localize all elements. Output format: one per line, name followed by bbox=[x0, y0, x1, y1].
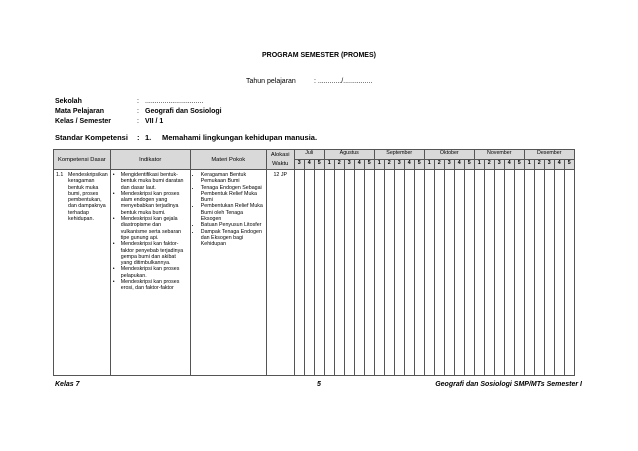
schedule-cell bbox=[314, 170, 324, 376]
info-label: Sekolah bbox=[55, 98, 82, 105]
week-cell: 2 bbox=[434, 160, 444, 170]
header-materi-pokok: Materi Pokok bbox=[190, 150, 266, 170]
footer-left: Kelas 7 bbox=[55, 381, 80, 388]
info-row-kelas-semester bbox=[55, 118, 355, 128]
info-row-mata-pelajaran bbox=[55, 108, 355, 118]
schedule-cell bbox=[524, 170, 534, 376]
schedule-cell bbox=[334, 170, 344, 376]
week-cell: 4 bbox=[554, 160, 564, 170]
schedule-cell bbox=[474, 170, 484, 376]
sk-label: Standar Kompetensi bbox=[55, 133, 128, 142]
week-cell: 2 bbox=[334, 160, 344, 170]
schedule-cell bbox=[544, 170, 554, 376]
schedule-cell bbox=[484, 170, 494, 376]
header-indikator: Indikator bbox=[110, 150, 190, 170]
schedule-cell bbox=[354, 170, 364, 376]
schedule-cell bbox=[384, 170, 394, 376]
schedule-cell bbox=[304, 170, 314, 376]
schedule-cell bbox=[504, 170, 514, 376]
indikator-text: Mendeskripsi kan proses alam endogen yang menyebabkan terjadinya bentuk muka bumi. bbox=[120, 190, 180, 216]
schedule-cell bbox=[344, 170, 354, 376]
month-header: November bbox=[474, 150, 524, 160]
header-alokasi-line1: Alokasi bbox=[270, 151, 290, 158]
schedule-cell bbox=[434, 170, 444, 376]
indikator-text: Mendeskripsi kan proses pelapukan. bbox=[120, 266, 180, 279]
schedule-cell bbox=[374, 170, 384, 376]
list-item: • Mendeskripsi kan proses alam endogen yang menyebabkan terjadinya bentuk muka bumi. bbox=[113, 191, 188, 216]
week-cell: 5 bbox=[514, 160, 524, 170]
schedule-cell bbox=[324, 170, 334, 376]
header-kompetensi-dasar: Kompetensi Dasar bbox=[54, 150, 111, 170]
list-item: • Mengidentifikasi bentuk-bentuk muka bumi daratan dan dasar laut. bbox=[113, 172, 188, 191]
week-cell: 2 bbox=[484, 160, 494, 170]
schedule-cell bbox=[364, 170, 374, 376]
month-header: Agustus bbox=[324, 150, 374, 160]
materi-cell bbox=[190, 170, 266, 376]
list-item: • Mendeskripsi kan faktor-faktor penyebab terjadinya gempa bumi dan akibat yang ditimbulkannya. bbox=[113, 241, 188, 266]
list-item: • Batuan Penyusun Litosfer bbox=[201, 222, 264, 228]
indikator-text: Mendeskripsi kan gejala diastropisme dan vulkanisme serta sebaran tipe gunung api. bbox=[120, 216, 182, 241]
list-item: • Mendeskripsi kan gejala diastropisme dan vulkanisme serta sebaran tipe gunung api. bbox=[113, 216, 188, 241]
info-value: Geografi dan Sosiologi bbox=[145, 108, 222, 115]
month-header: September bbox=[374, 150, 424, 160]
tahun-pelajaran-label: Tahun pelajaran bbox=[246, 78, 296, 85]
week-cell: 4 bbox=[304, 160, 314, 170]
info-colon: : bbox=[137, 108, 139, 115]
week-cell: 3 bbox=[294, 160, 304, 170]
indikator-cell bbox=[110, 170, 190, 376]
schedule-cell bbox=[494, 170, 504, 376]
schedule-cell bbox=[404, 170, 414, 376]
month-header: Juli bbox=[294, 150, 324, 160]
footer-page-number: 5 bbox=[317, 381, 321, 388]
schedule-cell bbox=[414, 170, 424, 376]
week-cell: 3 bbox=[344, 160, 354, 170]
list-item: • Mendeskripsi kan proses erosi, dan faktor-faktor bbox=[113, 279, 188, 292]
list-item: • Keragaman Bentuk Pemukaan Bumi bbox=[201, 172, 264, 185]
week-cell: 1 bbox=[474, 160, 484, 170]
list-item: • Dampak Tenaga Endogen dan Eksogen bagi Kehidupan bbox=[201, 229, 264, 248]
list-item: • Mendeskripsi kan proses pelapukan. bbox=[113, 266, 188, 279]
schedule-cell bbox=[554, 170, 564, 376]
schedule-cell bbox=[394, 170, 404, 376]
schedule-cell bbox=[454, 170, 464, 376]
info-colon: : bbox=[137, 98, 139, 105]
month-header: Oktober bbox=[424, 150, 474, 160]
week-cell: 4 bbox=[504, 160, 514, 170]
footer-right: Geografi dan Sosiologi SMP/MTs Semester I bbox=[435, 381, 582, 388]
week-cell: 4 bbox=[354, 160, 364, 170]
info-colon: : bbox=[137, 118, 139, 125]
sk-colon: : bbox=[137, 133, 140, 142]
week-cell: 2 bbox=[534, 160, 544, 170]
indikator-text: Mendeskripsi kan proses erosi, dan faktor-faktor bbox=[120, 279, 180, 292]
indikator-text: Mendeskripsi kan faktor-faktor penyebab terjadinya gempa bumi dan akibat yang ditimbulkannya. bbox=[120, 241, 184, 267]
week-cell: 5 bbox=[364, 160, 374, 170]
week-cell: 5 bbox=[414, 160, 424, 170]
info-row-sekolah bbox=[55, 98, 355, 108]
week-cell: 4 bbox=[404, 160, 414, 170]
week-cell: 1 bbox=[424, 160, 434, 170]
week-cell: 5 bbox=[464, 160, 474, 170]
schedule-cell bbox=[514, 170, 524, 376]
tahun-pelajaran-value: : ............/............... bbox=[314, 78, 373, 85]
schedule-cell bbox=[464, 170, 474, 376]
month-header-row bbox=[54, 150, 575, 160]
list-item: • Tenaga Endogen Sebagai Pembentuk Relief Muka Bumi bbox=[201, 185, 264, 204]
week-cell: 5 bbox=[564, 160, 574, 170]
kd-cell bbox=[54, 170, 111, 376]
indikator-text: Mengidentifikasi bentuk-bentuk muka bumi daratan dan dasar laut. bbox=[120, 172, 184, 191]
sk-text: Memahami lingkungan kehidupan manusia. bbox=[162, 133, 318, 142]
week-cell: 1 bbox=[524, 160, 534, 170]
schedule-cell bbox=[444, 170, 454, 376]
week-cell: 5 bbox=[314, 160, 324, 170]
week-cell: 3 bbox=[444, 160, 454, 170]
week-cell: 1 bbox=[374, 160, 384, 170]
month-header: Desember bbox=[524, 150, 574, 160]
alokasi-cell: 12 JP bbox=[266, 170, 294, 376]
kd-number: 1.1 bbox=[56, 172, 64, 178]
week-cell: 1 bbox=[324, 160, 334, 170]
week-cell: 3 bbox=[544, 160, 554, 170]
sk-number: 1. bbox=[145, 133, 152, 142]
page-title: PROGRAM SEMESTER (PROMES) bbox=[262, 52, 376, 59]
promes-table bbox=[53, 149, 575, 376]
kd-text: Mendeskripsikan keragaman bentuk muka bumi, proses pembentukan, dan dampaknya terhadap kehidupan. bbox=[68, 172, 108, 223]
table-row bbox=[54, 170, 575, 376]
schedule-cell bbox=[534, 170, 544, 376]
week-cell: 3 bbox=[494, 160, 504, 170]
week-cell: 3 bbox=[394, 160, 404, 170]
info-value: .............................. bbox=[145, 98, 204, 105]
week-cell: 2 bbox=[384, 160, 394, 170]
info-label: Mata Pelajaran bbox=[55, 108, 105, 115]
standar-kompetensi bbox=[55, 133, 455, 143]
info-label: Kelas / Semester bbox=[55, 118, 112, 125]
schedule-cell bbox=[564, 170, 574, 376]
schedule-cell bbox=[424, 170, 434, 376]
header-alokasi-line2: Waktu bbox=[272, 160, 289, 167]
list-item: • Pembentukan Relief Muka Bumi oleh Tenaga Eksogen bbox=[201, 203, 264, 222]
schedule-cell bbox=[294, 170, 304, 376]
header-alokasi-waktu bbox=[266, 150, 294, 170]
info-value: VII / 1 bbox=[145, 118, 164, 125]
week-cell: 4 bbox=[454, 160, 464, 170]
